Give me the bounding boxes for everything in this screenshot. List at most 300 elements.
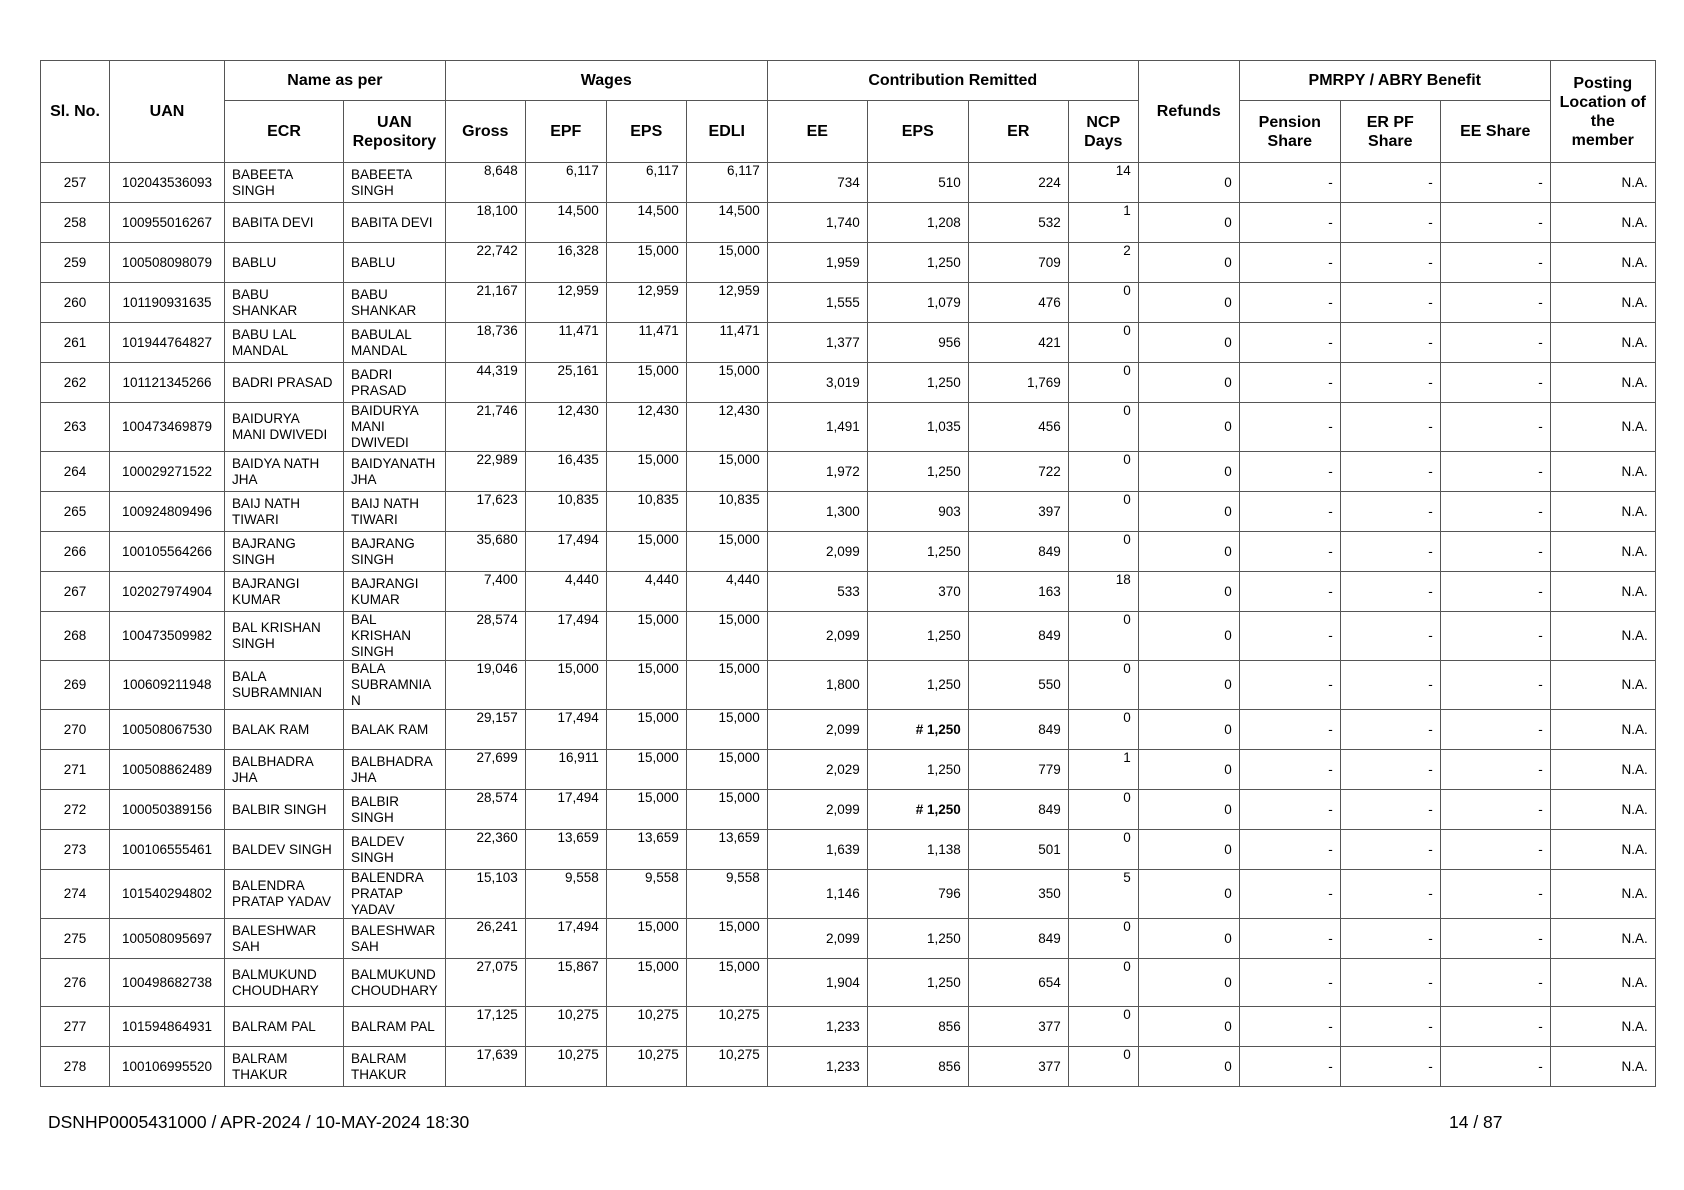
cell-eps: 15,000: [606, 363, 686, 403]
cell-contribution-eps: 1,250: [867, 661, 968, 710]
col-header-ee: EE: [767, 101, 867, 163]
cell-gross: 28,574: [445, 790, 525, 830]
cell-contribution-eps: 856: [867, 1007, 968, 1047]
cell-ee-share: -: [1440, 959, 1550, 1007]
cell-contribution-eps: 796: [867, 870, 968, 919]
cell-er-pf-share: -: [1340, 452, 1440, 492]
cell-refunds: 0: [1138, 710, 1239, 750]
cell-eps: 14,500: [606, 203, 686, 243]
cell-ee: 2,099: [767, 790, 867, 830]
cell-ee-share: -: [1440, 532, 1550, 572]
cell-refunds: 0: [1138, 452, 1239, 492]
cell-er-pf-share: -: [1340, 710, 1440, 750]
cell-pension-share: -: [1239, 452, 1340, 492]
cell-sl-no: 257: [41, 163, 110, 203]
cell-ncp-days: 0: [1068, 959, 1138, 1007]
cell-refunds: 0: [1138, 163, 1239, 203]
cell-edli: 15,000: [686, 661, 767, 710]
cell-sl-no: 258: [41, 203, 110, 243]
table-row: [41, 959, 1656, 1007]
cell-eps: 11,471: [606, 323, 686, 363]
cell-edli: 10,275: [686, 1007, 767, 1047]
cell-epf: 14,500: [525, 203, 606, 243]
table-body: [41, 163, 1656, 1087]
cell-epf: 17,494: [525, 612, 606, 661]
cell-ee: 1,740: [767, 203, 867, 243]
group-header-name-as-per: Name as per: [225, 61, 446, 101]
table-row: [41, 363, 1656, 403]
col-header-er-pf-share: ER PF Share: [1340, 101, 1440, 163]
cell-epf: 10,835: [525, 492, 606, 532]
table-row: [41, 750, 1656, 790]
col-header-ncp-days: NCP Days: [1068, 101, 1138, 163]
cell-er: 849: [968, 710, 1068, 750]
cell-er: 654: [968, 959, 1068, 1007]
cell-name-uan-repository: BALRAM PAL: [344, 1007, 446, 1047]
cell-posting-location: N.A.: [1550, 492, 1655, 532]
cell-ee: 1,972: [767, 452, 867, 492]
cell-contribution-eps: 856: [867, 1047, 968, 1087]
cell-refunds: 0: [1138, 363, 1239, 403]
cell-er: 779: [968, 750, 1068, 790]
cell-pension-share: -: [1239, 661, 1340, 710]
cell-refunds: 0: [1138, 919, 1239, 959]
cell-pension-share: -: [1239, 830, 1340, 870]
cell-ee-share: -: [1440, 1007, 1550, 1047]
cell-edli: 10,835: [686, 492, 767, 532]
table-row: [41, 919, 1656, 959]
cell-sl-no: 267: [41, 572, 110, 612]
cell-uan: 102043536093: [110, 163, 225, 203]
cell-ncp-days: 0: [1068, 492, 1138, 532]
cell-sl-no: 269: [41, 661, 110, 710]
cell-uan: 101121345266: [110, 363, 225, 403]
cell-ee: 1,377: [767, 323, 867, 363]
cell-edli: 11,471: [686, 323, 767, 363]
cell-gross: 17,623: [445, 492, 525, 532]
cell-er: 849: [968, 532, 1068, 572]
cell-ee: 2,099: [767, 532, 867, 572]
cell-uan: 100924809496: [110, 492, 225, 532]
cell-gross: 18,736: [445, 323, 525, 363]
col-header-contribution-eps: EPS: [867, 101, 968, 163]
cell-ee: 1,146: [767, 870, 867, 919]
cell-edli: 12,430: [686, 403, 767, 452]
cell-sl-no: 264: [41, 452, 110, 492]
cell-contribution-eps: 1,250: [867, 750, 968, 790]
cell-name-ecr: BAIDYA NATH JHA: [225, 452, 344, 492]
table-row: [41, 492, 1656, 532]
cell-gross: 22,360: [445, 830, 525, 870]
cell-contribution-eps: 1,138: [867, 830, 968, 870]
cell-er: 224: [968, 163, 1068, 203]
cell-ee-share: -: [1440, 363, 1550, 403]
cell-ncp-days: 0: [1068, 1047, 1138, 1087]
cell-refunds: 0: [1138, 492, 1239, 532]
cell-gross: 18,100: [445, 203, 525, 243]
cell-eps: 12,959: [606, 283, 686, 323]
table-row: [41, 661, 1656, 710]
col-header-pension-share: Pension Share: [1239, 101, 1340, 163]
cell-edli: 15,000: [686, 959, 767, 1007]
cell-eps: 15,000: [606, 661, 686, 710]
cell-ee-share: -: [1440, 710, 1550, 750]
cell-posting-location: N.A.: [1550, 830, 1655, 870]
cell-contribution-eps: 1,250: [867, 919, 968, 959]
cell-name-ecr: BALENDRA PRATAP YADAV: [225, 870, 344, 919]
cell-ee-share: -: [1440, 612, 1550, 661]
table-row: [41, 283, 1656, 323]
cell-ee: 2,099: [767, 919, 867, 959]
cell-edli: 15,000: [686, 612, 767, 661]
cell-er-pf-share: -: [1340, 363, 1440, 403]
cell-ee-share: -: [1440, 203, 1550, 243]
cell-edli: 14,500: [686, 203, 767, 243]
cell-ncp-days: 1: [1068, 750, 1138, 790]
cell-er: 163: [968, 572, 1068, 612]
footer-document-reference: DSNHP0005431000 / APR-2024 / 10-MAY-2024 18:30: [48, 1112, 470, 1132]
cell-eps: 10,835: [606, 492, 686, 532]
cell-pension-share: -: [1239, 243, 1340, 283]
cell-edli: 15,000: [686, 532, 767, 572]
cell-gross: 17,639: [445, 1047, 525, 1087]
cell-refunds: 0: [1138, 323, 1239, 363]
header-row-group: [41, 61, 1656, 101]
col-header-gross: Gross: [445, 101, 525, 163]
cell-name-ecr: BALRAM THAKUR: [225, 1047, 344, 1087]
cell-gross: 35,680: [445, 532, 525, 572]
cell-uan: 100105564266: [110, 532, 225, 572]
cell-contribution-eps: 1,250: [867, 452, 968, 492]
cell-name-uan-repository: BABU SHANKAR: [344, 283, 446, 323]
cell-sl-no: 259: [41, 243, 110, 283]
cell-name-ecr: BAJRANGI KUMAR: [225, 572, 344, 612]
cell-name-uan-repository: BABLU: [344, 243, 446, 283]
cell-eps: 13,659: [606, 830, 686, 870]
cell-eps: 15,000: [606, 959, 686, 1007]
cell-ncp-days: 0: [1068, 323, 1138, 363]
cell-er: 456: [968, 403, 1068, 452]
cell-edli: 6,117: [686, 163, 767, 203]
cell-ee: 1,233: [767, 1047, 867, 1087]
cell-posting-location: N.A.: [1550, 163, 1655, 203]
cell-ee-share: -: [1440, 870, 1550, 919]
table-row: [41, 572, 1656, 612]
cell-er-pf-share: -: [1340, 163, 1440, 203]
cell-ee-share: -: [1440, 492, 1550, 532]
cell-eps: 10,275: [606, 1047, 686, 1087]
cell-sl-no: 262: [41, 363, 110, 403]
cell-name-uan-repository: BALENDRA PRATAP YADAV: [344, 870, 446, 919]
cell-name-ecr: BAIJ NATH TIWARI: [225, 492, 344, 532]
cell-ncp-days: 14: [1068, 163, 1138, 203]
cell-gross: 17,125: [445, 1007, 525, 1047]
cell-ee: 1,800: [767, 661, 867, 710]
cell-refunds: 0: [1138, 1007, 1239, 1047]
cell-refunds: 0: [1138, 283, 1239, 323]
cell-edli: 10,275: [686, 1047, 767, 1087]
cell-edli: 15,000: [686, 363, 767, 403]
cell-refunds: 0: [1138, 403, 1239, 452]
cell-eps: 15,000: [606, 710, 686, 750]
cell-eps: 15,000: [606, 790, 686, 830]
cell-gross: 29,157: [445, 710, 525, 750]
cell-gross: 8,648: [445, 163, 525, 203]
col-header-eps: EPS: [606, 101, 686, 163]
cell-ee-share: -: [1440, 452, 1550, 492]
cell-er-pf-share: -: [1340, 830, 1440, 870]
cell-pension-share: -: [1239, 750, 1340, 790]
cell-er: 849: [968, 612, 1068, 661]
cell-er-pf-share: -: [1340, 283, 1440, 323]
cell-refunds: 0: [1138, 243, 1239, 283]
cell-ee: 1,233: [767, 1007, 867, 1047]
cell-name-ecr: BALBIR SINGH: [225, 790, 344, 830]
cell-epf: 12,430: [525, 403, 606, 452]
cell-ncp-days: 0: [1068, 710, 1138, 750]
cell-refunds: 0: [1138, 532, 1239, 572]
cell-name-uan-repository: BALAK RAM: [344, 710, 446, 750]
cell-pension-share: -: [1239, 403, 1340, 452]
cell-ncp-days: 0: [1068, 919, 1138, 959]
cell-uan: 101190931635: [110, 283, 225, 323]
cell-ee: 1,904: [767, 959, 867, 1007]
cell-gross: 22,989: [445, 452, 525, 492]
cell-posting-location: N.A.: [1550, 661, 1655, 710]
cell-eps: 15,000: [606, 243, 686, 283]
cell-uan: 100106555461: [110, 830, 225, 870]
cell-ee: 2,099: [767, 710, 867, 750]
cell-er: 532: [968, 203, 1068, 243]
cell-er: 377: [968, 1007, 1068, 1047]
table-row: [41, 452, 1656, 492]
cell-er: 377: [968, 1047, 1068, 1087]
cell-pension-share: -: [1239, 203, 1340, 243]
cell-eps: 9,558: [606, 870, 686, 919]
header-row-columns: [41, 101, 1656, 163]
cell-er: 397: [968, 492, 1068, 532]
cell-refunds: 0: [1138, 750, 1239, 790]
cell-refunds: 0: [1138, 661, 1239, 710]
cell-posting-location: N.A.: [1550, 363, 1655, 403]
cell-gross: 28,574: [445, 612, 525, 661]
cell-sl-no: 260: [41, 283, 110, 323]
cell-er: 476: [968, 283, 1068, 323]
cell-epf: 6,117: [525, 163, 606, 203]
cell-er: 350: [968, 870, 1068, 919]
cell-ncp-days: 2: [1068, 243, 1138, 283]
col-header-uan: UAN: [110, 61, 225, 163]
cell-epf: 4,440: [525, 572, 606, 612]
cell-ncp-days: 0: [1068, 452, 1138, 492]
cell-gross: 27,699: [445, 750, 525, 790]
cell-contribution-eps: 370: [867, 572, 968, 612]
cell-er: 421: [968, 323, 1068, 363]
cell-contribution-eps: # 1,250: [867, 710, 968, 750]
cell-uan: 100106995520: [110, 1047, 225, 1087]
cell-epf: 17,494: [525, 790, 606, 830]
col-header-sl-no: Sl. No.: [41, 61, 110, 163]
cell-refunds: 0: [1138, 612, 1239, 661]
cell-name-uan-repository: BAIJ NATH TIWARI: [344, 492, 446, 532]
cell-eps: 15,000: [606, 750, 686, 790]
cell-sl-no: 261: [41, 323, 110, 363]
cell-refunds: 0: [1138, 959, 1239, 1007]
cell-eps: 4,440: [606, 572, 686, 612]
table-row: [41, 612, 1656, 661]
cell-uan: 100029271522: [110, 452, 225, 492]
cell-er-pf-share: -: [1340, 323, 1440, 363]
cell-uan: 101944764827: [110, 323, 225, 363]
cell-er-pf-share: -: [1340, 750, 1440, 790]
cell-gross: 44,319: [445, 363, 525, 403]
cell-er-pf-share: -: [1340, 661, 1440, 710]
cell-contribution-eps: 1,250: [867, 532, 968, 572]
cell-edli: 13,659: [686, 830, 767, 870]
cell-posting-location: N.A.: [1550, 572, 1655, 612]
cell-eps: 12,430: [606, 403, 686, 452]
cell-edli: 15,000: [686, 710, 767, 750]
cell-uan: 100508098079: [110, 243, 225, 283]
cell-uan: 100473509982: [110, 612, 225, 661]
cell-ncp-days: 0: [1068, 363, 1138, 403]
cell-ee: 1,555: [767, 283, 867, 323]
cell-name-ecr: BABITA DEVI: [225, 203, 344, 243]
table-row: [41, 532, 1656, 572]
cell-name-uan-repository: BAL KRISHAN SINGH: [344, 612, 446, 661]
cell-pension-share: -: [1239, 710, 1340, 750]
cell-ncp-days: 0: [1068, 790, 1138, 830]
cell-posting-location: N.A.: [1550, 959, 1655, 1007]
cell-edli: 12,959: [686, 283, 767, 323]
cell-name-ecr: BABEETA SINGH: [225, 163, 344, 203]
cell-posting-location: N.A.: [1550, 203, 1655, 243]
cell-name-ecr: BALRAM PAL: [225, 1007, 344, 1047]
cell-ee-share: -: [1440, 243, 1550, 283]
col-header-posting-location: Posting Location of the member: [1550, 61, 1655, 163]
cell-eps: 15,000: [606, 919, 686, 959]
col-header-ee-share: EE Share: [1440, 101, 1550, 163]
cell-epf: 17,494: [525, 710, 606, 750]
cell-refunds: 0: [1138, 1047, 1239, 1087]
cell-er-pf-share: -: [1340, 959, 1440, 1007]
cell-uan: 100508862489: [110, 750, 225, 790]
cell-name-uan-repository: BALRAM THAKUR: [344, 1047, 446, 1087]
cell-name-uan-repository: BALDEV SINGH: [344, 830, 446, 870]
cell-contribution-eps: 1,035: [867, 403, 968, 452]
cell-ee: 1,300: [767, 492, 867, 532]
cell-epf: 16,435: [525, 452, 606, 492]
cell-posting-location: N.A.: [1550, 790, 1655, 830]
cell-epf: 15,000: [525, 661, 606, 710]
cell-name-uan-repository: BABITA DEVI: [344, 203, 446, 243]
cell-name-uan-repository: BAIDURYA MANI DWIVEDI: [344, 403, 446, 452]
cell-ee: 533: [767, 572, 867, 612]
cell-name-ecr: BABU LAL MANDAL: [225, 323, 344, 363]
cell-er: 722: [968, 452, 1068, 492]
footer-page-number: 14 / 87: [1449, 1112, 1503, 1132]
cell-name-ecr: BALAK RAM: [225, 710, 344, 750]
cell-pension-share: -: [1239, 790, 1340, 830]
cell-er-pf-share: -: [1340, 919, 1440, 959]
cell-contribution-eps: 1,208: [867, 203, 968, 243]
cell-posting-location: N.A.: [1550, 403, 1655, 452]
cell-ee: 1,639: [767, 830, 867, 870]
cell-sl-no: 276: [41, 959, 110, 1007]
cell-contribution-eps: 956: [867, 323, 968, 363]
cell-ee-share: -: [1440, 790, 1550, 830]
cell-edli: 4,440: [686, 572, 767, 612]
cell-pension-share: -: [1239, 492, 1340, 532]
table-row: [41, 323, 1656, 363]
cell-refunds: 0: [1138, 830, 1239, 870]
cell-sl-no: 268: [41, 612, 110, 661]
cell-ee: 1,491: [767, 403, 867, 452]
cell-er: 1,769: [968, 363, 1068, 403]
cell-uan: 102027974904: [110, 572, 225, 612]
cell-posting-location: N.A.: [1550, 919, 1655, 959]
cell-epf: 15,867: [525, 959, 606, 1007]
cell-eps: 6,117: [606, 163, 686, 203]
cell-ee: 734: [767, 163, 867, 203]
table-row: [41, 203, 1656, 243]
cell-pension-share: -: [1239, 163, 1340, 203]
cell-name-ecr: BALA SUBRAMNIAN: [225, 661, 344, 710]
table-row: [41, 1007, 1656, 1047]
cell-edli: 15,000: [686, 919, 767, 959]
cell-ncp-days: 0: [1068, 612, 1138, 661]
cell-name-ecr: BALMUKUND CHOUDHARY: [225, 959, 344, 1007]
cell-er: 550: [968, 661, 1068, 710]
cell-refunds: 0: [1138, 790, 1239, 830]
cell-er-pf-share: -: [1340, 243, 1440, 283]
cell-er-pf-share: -: [1340, 203, 1440, 243]
cell-pension-share: -: [1239, 1007, 1340, 1047]
col-header-uan-repository: UAN Repository: [344, 101, 446, 163]
cell-name-ecr: BALESHWAR SAH: [225, 919, 344, 959]
cell-posting-location: N.A.: [1550, 243, 1655, 283]
cell-sl-no: 273: [41, 830, 110, 870]
cell-uan: 100508095697: [110, 919, 225, 959]
cell-uan: 101540294802: [110, 870, 225, 919]
cell-epf: 10,275: [525, 1007, 606, 1047]
cell-uan: 101594864931: [110, 1007, 225, 1047]
cell-epf: 10,275: [525, 1047, 606, 1087]
col-header-edli: EDLI: [686, 101, 767, 163]
table-row: [41, 870, 1656, 919]
cell-sl-no: 266: [41, 532, 110, 572]
cell-pension-share: -: [1239, 323, 1340, 363]
cell-refunds: 0: [1138, 870, 1239, 919]
cell-ee: 2,099: [767, 612, 867, 661]
cell-er-pf-share: -: [1340, 572, 1440, 612]
cell-name-ecr: BAIDURYA MANI DWIVEDI: [225, 403, 344, 452]
cell-er-pf-share: -: [1340, 1007, 1440, 1047]
cell-posting-location: N.A.: [1550, 452, 1655, 492]
cell-ee-share: -: [1440, 661, 1550, 710]
cell-name-uan-repository: BAJRANG SINGH: [344, 532, 446, 572]
cell-er: 849: [968, 919, 1068, 959]
cell-pension-share: -: [1239, 870, 1340, 919]
cell-name-uan-repository: BALESHWAR SAH: [344, 919, 446, 959]
cell-name-uan-repository: BALBIR SINGH: [344, 790, 446, 830]
cell-refunds: 0: [1138, 203, 1239, 243]
cell-gross: 27,075: [445, 959, 525, 1007]
cell-name-uan-repository: BAJRANGI KUMAR: [344, 572, 446, 612]
cell-name-ecr: BABU SHANKAR: [225, 283, 344, 323]
cell-posting-location: N.A.: [1550, 612, 1655, 661]
cell-posting-location: N.A.: [1550, 532, 1655, 572]
